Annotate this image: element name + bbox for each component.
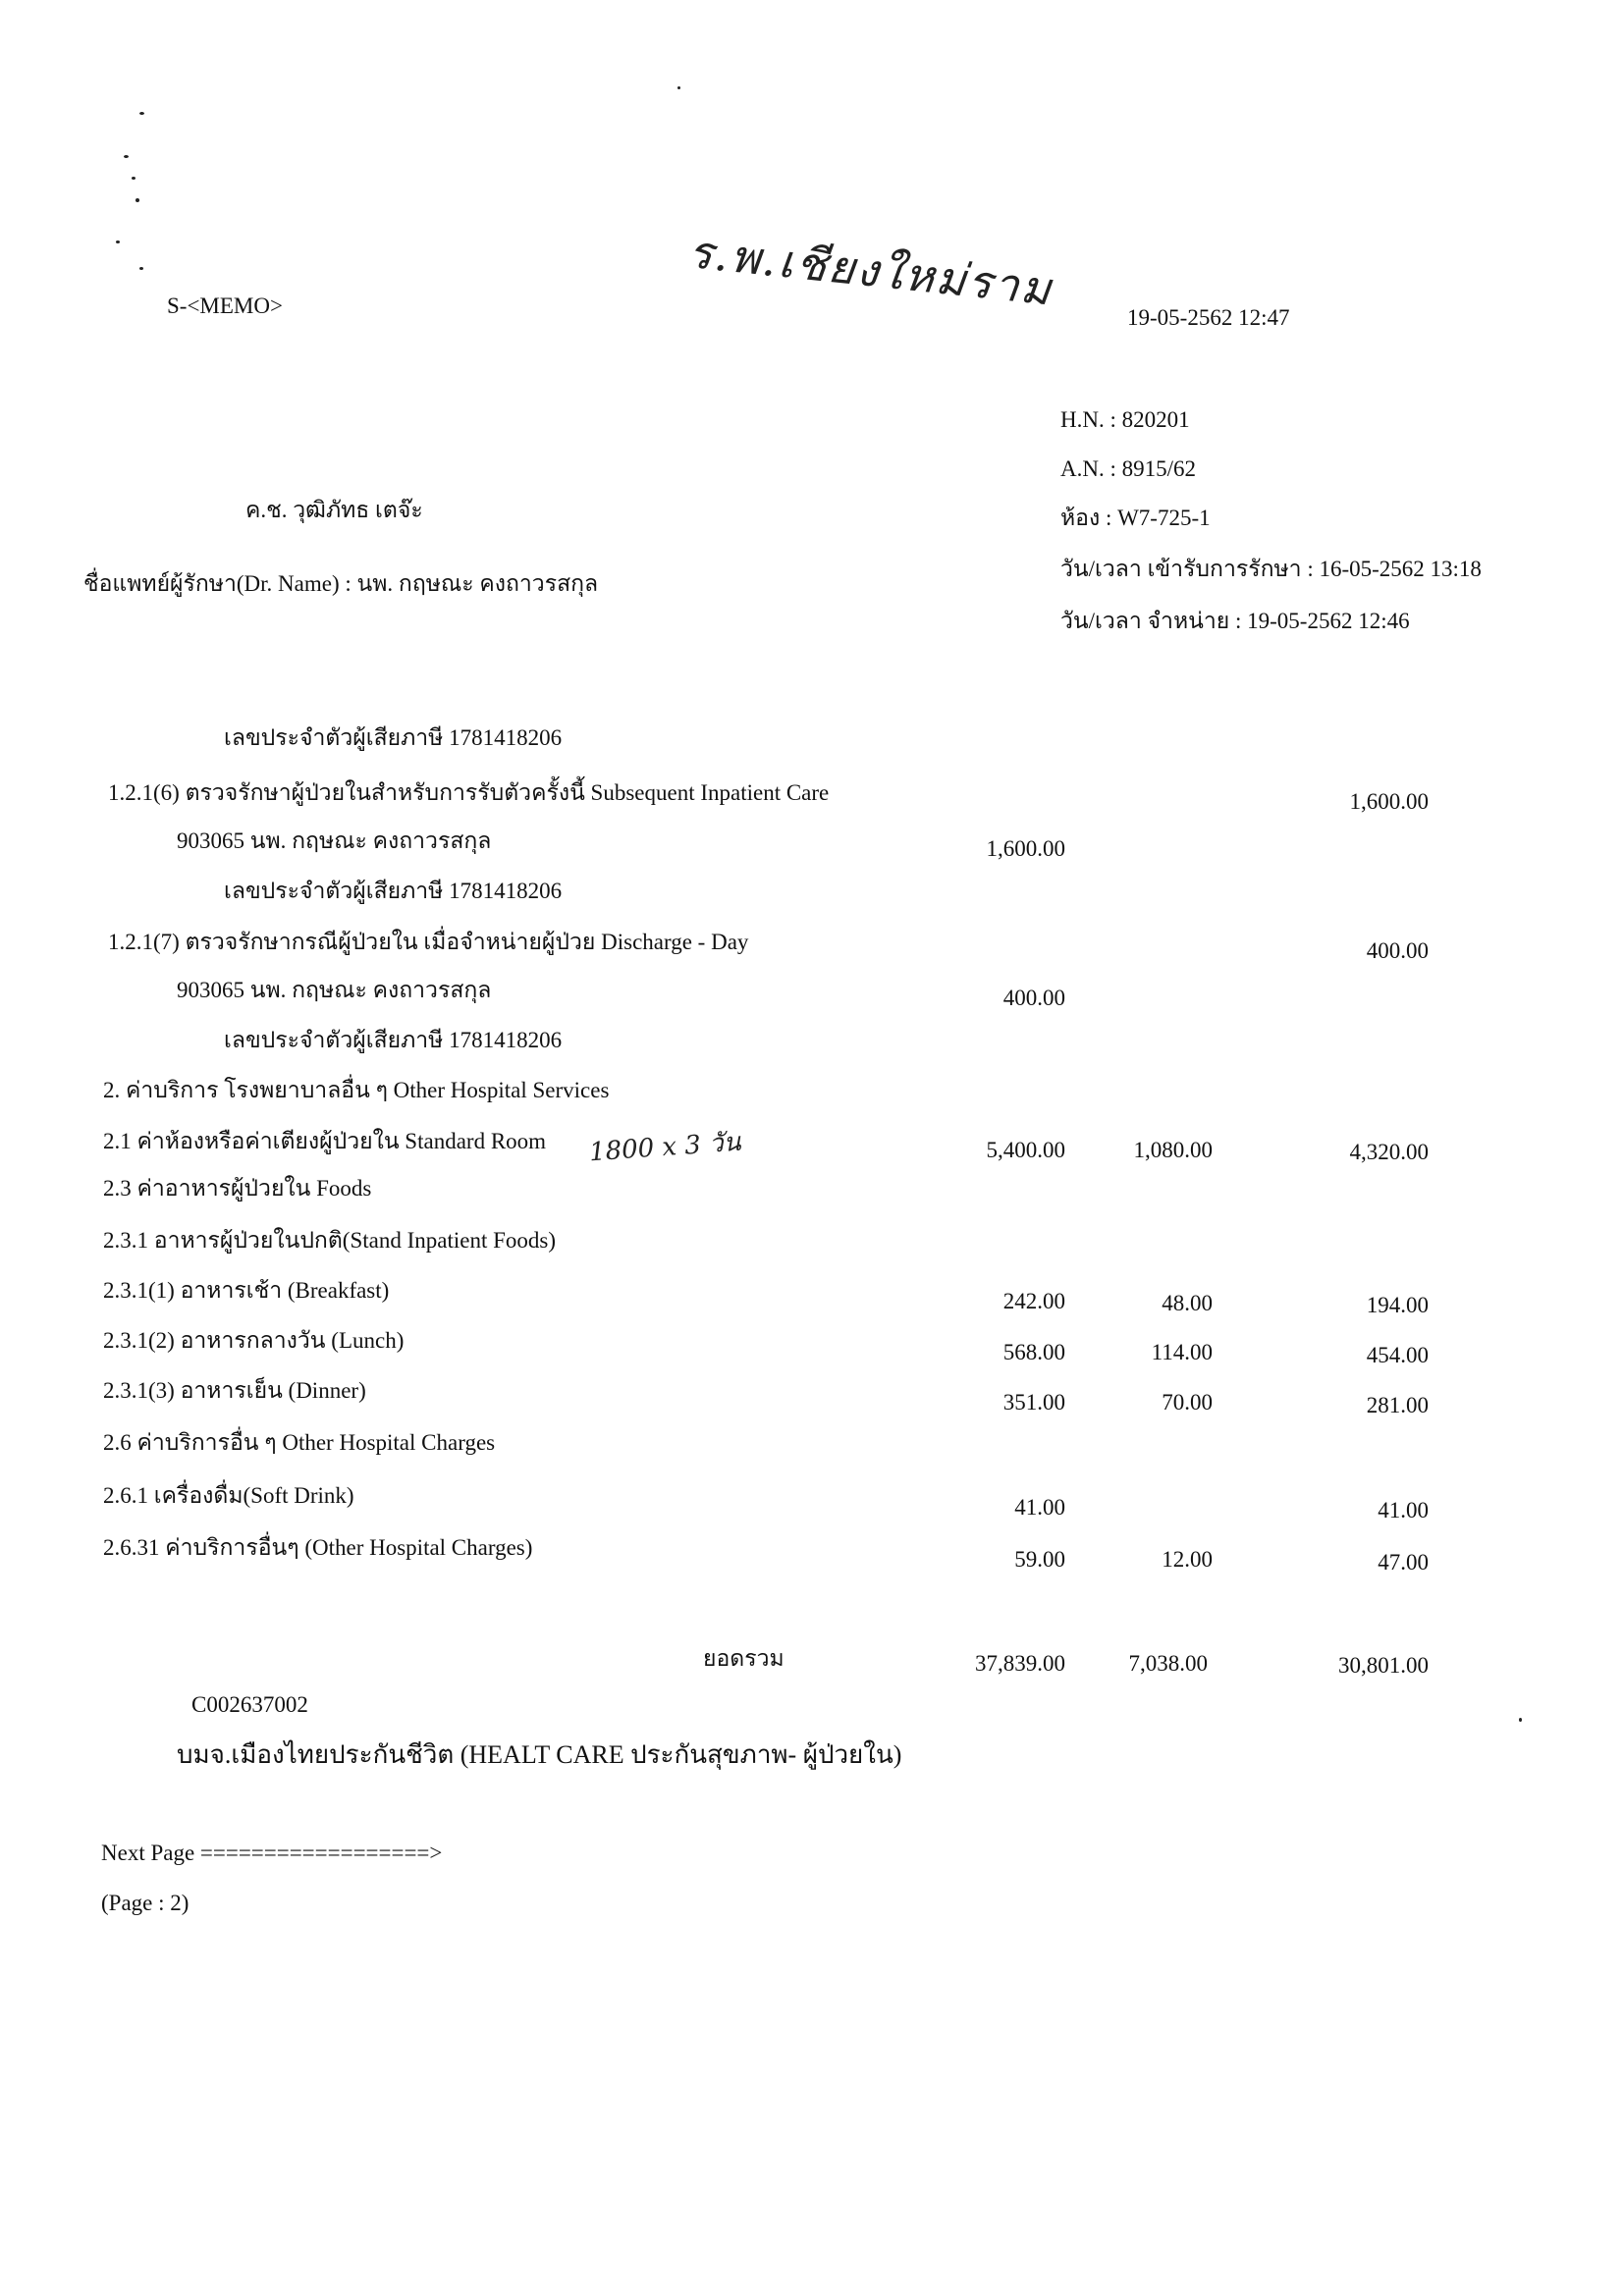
- item-discount: 70.00: [1162, 1390, 1213, 1415]
- item-net: 47.00: [1378, 1550, 1429, 1575]
- item-discount: 12.00: [1162, 1547, 1213, 1572]
- item-net: 4,320.00: [1349, 1140, 1429, 1164]
- scan-speck: [124, 155, 129, 158]
- hospital-stamp: ร.พ.เชียงใหม่ราม: [685, 224, 1055, 316]
- item-charge: 1,600.00: [986, 836, 1065, 861]
- payer-code: C002637002: [191, 1692, 308, 1717]
- item-net: 400.00: [1366, 938, 1429, 963]
- item-label: เลขประจำตัวผู้เสียภาษี 1781418206: [224, 1028, 563, 1052]
- scan-speck: [116, 240, 120, 243]
- scan-speck: [139, 267, 143, 270]
- item-label: 2.1 ค่าห้องหรือค่าเตียงผู้ป่วยใน Standard Room: [103, 1129, 547, 1153]
- memo-label: S-<MEMO>: [167, 294, 283, 318]
- item-discount: 114.00: [1151, 1340, 1213, 1364]
- item-label: 1.2.1(6) ตรวจรักษาผู้ป่วยในสำหรับการรับตัวครั้งนี้ Subsequent Inpatient Care: [108, 780, 830, 805]
- hn-field: H.N. : 820201: [1060, 407, 1190, 432]
- item-charge: 568.00: [1002, 1340, 1065, 1364]
- item-label: 2.3 ค่าอาหารผู้ป่วยใน Foods: [103, 1176, 372, 1201]
- item-discount: 48.00: [1162, 1291, 1213, 1315]
- item-charge: 41.00: [1014, 1495, 1065, 1520]
- scan-speck: [139, 112, 144, 115]
- item-label: 2.3.1(3) อาหารเย็น (Dinner): [103, 1378, 366, 1403]
- item-charge: 5,400.00: [986, 1138, 1065, 1162]
- insurer-name: บมจ.เมืองไทยประกันชีวิต (HEALT CARE ประกันสุขภาพ- ผู้ป่วยใน): [177, 1740, 902, 1769]
- item-label: เลขประจำตัวผู้เสียภาษี 1781418206: [224, 879, 563, 903]
- item-net: 194.00: [1366, 1293, 1429, 1317]
- scan-speck: [132, 177, 135, 180]
- print-timestamp: 19-05-2562 12:47: [1127, 305, 1290, 330]
- an-field: A.N. : 8915/62: [1060, 456, 1196, 481]
- item-label: 2.6.1 เครื่องดื่ม(Soft Drink): [103, 1483, 354, 1508]
- item-label: 2.3.1(2) อาหารกลางวัน (Lunch): [103, 1328, 405, 1353]
- room-field: ห้อง : W7-725-1: [1060, 506, 1211, 530]
- page-number: (Page : 2): [101, 1891, 189, 1915]
- item-label: 2. ค่าบริการ โรงพยาบาลอื่น ๆ Other Hospital Services: [103, 1078, 610, 1102]
- item-charge: 59.00: [1014, 1547, 1065, 1572]
- item-charge: 400.00: [1002, 986, 1065, 1010]
- next-page-marker: Next Page ==================>: [101, 1841, 443, 1865]
- patient-name: ค.ช. วุฒิภัทธ เตจ๊ะ: [245, 498, 423, 522]
- total-net: 30,801.00: [1338, 1653, 1429, 1678]
- total-discount: 7,038.00: [1128, 1651, 1208, 1676]
- item-label: เลขประจำตัวผู้เสียภาษี 1781418206: [224, 725, 563, 750]
- item-charge: 242.00: [1002, 1289, 1065, 1313]
- item-label: 2.6 ค่าบริการอื่น ๆ Other Hospital Charges: [103, 1430, 496, 1455]
- discharge-datetime: วัน/เวลา จำหน่าย : 19-05-2562 12:46: [1060, 609, 1410, 633]
- item-label: 903065 นพ. กฤษณะ คงถาวรสกุล: [177, 828, 492, 853]
- handwritten-note: 1800 x 3 วัน: [588, 1127, 742, 1168]
- item-charge: 351.00: [1002, 1390, 1065, 1415]
- item-net: 1,600.00: [1349, 789, 1429, 814]
- item-net: 454.00: [1366, 1343, 1429, 1367]
- item-label: 2.3.1 อาหารผู้ป่วยในปกติ(Stand Inpatient Foods): [103, 1228, 556, 1253]
- total-label: ยอดรวม: [703, 1646, 784, 1671]
- item-label: 903065 นพ. กฤษณะ คงถาวรสกุล: [177, 978, 492, 1002]
- item-discount: 1,080.00: [1133, 1138, 1213, 1162]
- admit-datetime: วัน/เวลา เข้ารับการรักษา : 16-05-2562 13:18: [1060, 557, 1482, 581]
- item-net: 41.00: [1378, 1498, 1429, 1522]
- scan-speck: [1519, 1718, 1522, 1722]
- doctor-name: ชื่อแพทย์ผู้รักษา(Dr. Name) : นพ. กฤษณะ คงถาวรสกุล: [83, 571, 599, 596]
- scan-speck: [677, 86, 680, 89]
- item-label: 1.2.1(7) ตรวจรักษากรณีผู้ป่วยใน เมื่อจำหน่ายผู้ป่วย Discharge - Day: [108, 930, 749, 954]
- item-label: 2.3.1(1) อาหารเช้า (Breakfast): [103, 1278, 390, 1303]
- scan-speck: [135, 198, 139, 202]
- total-charge: 37,839.00: [975, 1651, 1065, 1676]
- item-net: 281.00: [1366, 1393, 1429, 1417]
- item-label: 2.6.31 ค่าบริการอื่นๆ (Other Hospital Charges): [103, 1535, 533, 1560]
